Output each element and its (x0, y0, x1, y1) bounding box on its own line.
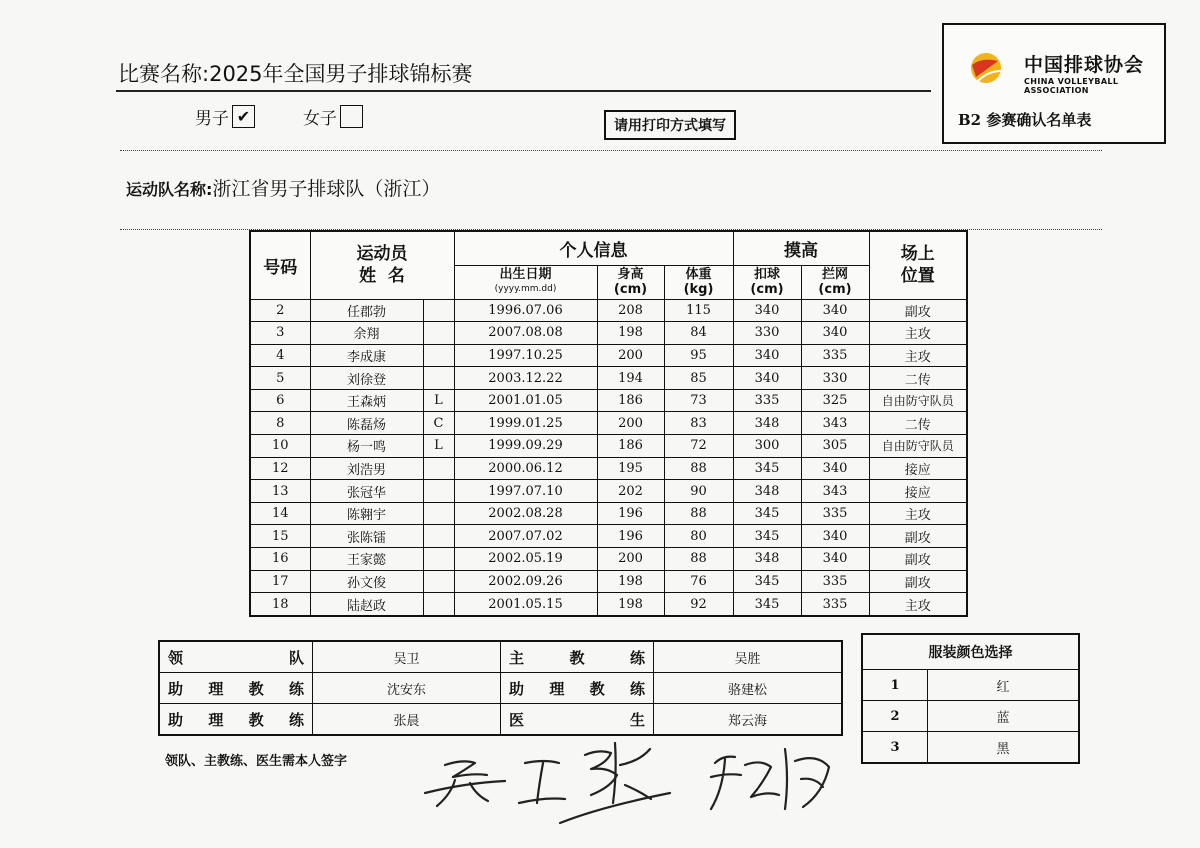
player-number: 13 (250, 480, 310, 503)
staff-role: 医生 (501, 704, 654, 736)
player-weight: 85 (664, 367, 733, 390)
staff-role: 助理教练 (159, 673, 313, 704)
staff-name: 骆建松 (654, 673, 843, 704)
player-name: 杨一鸣 (310, 435, 423, 458)
competition-line (118, 58, 473, 88)
player-spike-reach: 348 (733, 412, 801, 435)
staff-name: 郑云海 (654, 704, 843, 736)
player-height: 208 (597, 299, 664, 322)
player-weight: 73 (664, 389, 733, 412)
player-number: 10 (250, 435, 310, 458)
header-position-line1: 场上 (900, 244, 935, 265)
header-block-label: 拦网 (821, 267, 848, 282)
staff-role: 助理教练 (159, 704, 313, 736)
player-spike-reach: 340 (733, 344, 801, 367)
uniform-option (862, 670, 1079, 701)
table-row (250, 457, 967, 480)
staff-name: 吴胜 (654, 641, 843, 673)
player-name: 陆赵政 (310, 593, 423, 616)
header-birth-format: (yyyy.mm.dd) (494, 284, 557, 294)
player-weight: 115 (664, 299, 733, 322)
player-flag: L (423, 435, 454, 458)
player-spike-reach: 345 (733, 593, 801, 616)
player-number: 2 (250, 299, 310, 322)
player-block-reach: 343 (801, 480, 869, 503)
gender-male-checkbox[interactable]: ✔ (232, 105, 255, 128)
player-spike-reach: 345 (733, 525, 801, 548)
header-athlete-line1: 运动员 (356, 244, 408, 265)
player-height: 202 (597, 480, 664, 503)
player-birth-date: 1997.07.10 (454, 480, 597, 503)
player-name: 陈磊炀 (310, 412, 423, 435)
player-weight: 92 (664, 593, 733, 616)
player-birth-date: 2002.09.26 (454, 570, 597, 593)
table-row (250, 525, 967, 548)
player-birth-date: 2002.08.28 (454, 502, 597, 525)
roster-body (250, 299, 967, 616)
staff-name: 吴卫 (313, 641, 501, 673)
player-weight: 72 (664, 435, 733, 458)
player-spike-reach: 345 (733, 570, 801, 593)
header-spike (733, 265, 801, 299)
player-height: 196 (597, 502, 664, 525)
form-title: B2 参赛确认名单表 (958, 111, 1092, 129)
competition-underline (116, 90, 931, 92)
team-name: 浙江省男子排球队（浙江） (212, 178, 441, 200)
handwritten-signatures (415, 735, 875, 830)
player-birth-date: 2000.06.12 (454, 457, 597, 480)
player-position: 二传 (869, 367, 967, 390)
staff-role: 主教练 (501, 641, 654, 673)
uniform-option (862, 701, 1079, 732)
header-position (869, 231, 967, 299)
player-weight: 90 (664, 480, 733, 503)
gender-selection (195, 104, 363, 129)
player-name: 刘浩男 (310, 457, 423, 480)
divider-dotted-1 (120, 150, 1102, 151)
player-number: 15 (250, 525, 310, 548)
header-birth-label: 出生日期 (499, 267, 552, 282)
player-name: 孙文俊 (310, 570, 423, 593)
team-label: 运动队名称: (126, 180, 213, 199)
header-height (597, 265, 664, 299)
player-weight: 88 (664, 548, 733, 571)
player-position: 主攻 (869, 593, 967, 616)
header-height-unit: (cm) (613, 282, 648, 297)
player-block-reach: 340 (801, 322, 869, 345)
uniform-body (862, 670, 1079, 764)
table-row (250, 480, 967, 503)
header-position-line2: 位置 (900, 266, 935, 287)
player-birth-date: 2002.05.19 (454, 548, 597, 571)
player-birth-date: 1996.07.06 (454, 299, 597, 322)
competition-name: 2025年全国男子排球锦标赛 (209, 62, 473, 86)
player-block-reach: 335 (801, 593, 869, 616)
player-position: 主攻 (869, 322, 967, 345)
logo-name-en: CHINA VOLLEYBALL ASSOCIATION (1024, 77, 1119, 95)
staff-row (159, 704, 842, 736)
staff-role: 领队 (159, 641, 313, 673)
player-spike-reach: 335 (733, 389, 801, 412)
player-weight: 84 (664, 322, 733, 345)
player-name: 余翔 (310, 322, 423, 345)
staff-table (158, 640, 843, 736)
player-height: 196 (597, 525, 664, 548)
player-flag (423, 457, 454, 480)
player-weight: 88 (664, 502, 733, 525)
player-name: 张陈镭 (310, 525, 423, 548)
player-height: 200 (597, 412, 664, 435)
player-number: 8 (250, 412, 310, 435)
table-row (250, 435, 967, 458)
table-row (250, 299, 967, 322)
table-row (250, 322, 967, 345)
header-block-unit: (cm) (818, 282, 852, 297)
player-position: 主攻 (869, 344, 967, 367)
player-height: 186 (597, 389, 664, 412)
header-height-label: 身高 (617, 267, 644, 282)
gender-male-label: 男子 (195, 109, 229, 129)
player-spike-reach: 340 (733, 367, 801, 390)
header-number: 号码 (250, 231, 310, 299)
player-weight: 76 (664, 570, 733, 593)
player-flag (423, 322, 454, 345)
player-block-reach: 335 (801, 344, 869, 367)
player-position: 自由防守队员 (869, 435, 967, 458)
player-weight: 80 (664, 525, 733, 548)
logo-name-cn: 中国排球协会 (1024, 54, 1145, 76)
player-block-reach: 305 (801, 435, 869, 458)
player-block-reach: 343 (801, 412, 869, 435)
signature-note: 领队、主教练、医生需本人签字 (165, 754, 348, 769)
header-athlete (310, 231, 454, 299)
player-position: 副攻 (869, 570, 967, 593)
print-note: 请用打印方式填写 (604, 110, 736, 140)
player-birth-date: 2001.05.15 (454, 593, 597, 616)
gender-female-checkbox[interactable] (340, 105, 363, 128)
player-block-reach: 340 (801, 525, 869, 548)
table-row (250, 389, 967, 412)
staff-row (159, 641, 842, 673)
player-birth-date: 2007.08.08 (454, 322, 597, 345)
player-spike-reach: 340 (733, 299, 801, 322)
player-block-reach: 335 (801, 570, 869, 593)
player-number: 3 (250, 322, 310, 345)
player-height: 200 (597, 548, 664, 571)
player-name: 王家懿 (310, 548, 423, 571)
player-block-reach: 340 (801, 457, 869, 480)
player-height: 198 (597, 593, 664, 616)
player-name: 陈翱宇 (310, 502, 423, 525)
player-spike-reach: 345 (733, 502, 801, 525)
staff-name: 张晨 (313, 704, 501, 736)
player-position: 副攻 (869, 525, 967, 548)
player-block-reach: 340 (801, 299, 869, 322)
header-block (801, 265, 869, 299)
player-height: 198 (597, 322, 664, 345)
table-row (250, 593, 967, 616)
player-flag (423, 570, 454, 593)
staff-row (159, 673, 842, 704)
player-block-reach: 335 (801, 502, 869, 525)
header-spike-unit: (cm) (750, 282, 784, 297)
player-block-reach: 325 (801, 389, 869, 412)
player-number: 6 (250, 389, 310, 412)
uniform-option-index: 3 (862, 732, 928, 764)
player-flag (423, 525, 454, 548)
uniform-title: 服装颜色选择 (862, 634, 1079, 670)
player-birth-date: 1999.09.29 (454, 435, 597, 458)
player-flag (423, 367, 454, 390)
player-flag (423, 299, 454, 322)
player-height: 200 (597, 344, 664, 367)
table-row (250, 570, 967, 593)
uniform-option-color: 蓝 (928, 701, 1080, 732)
uniform-option-index: 1 (862, 670, 928, 701)
player-spike-reach: 300 (733, 435, 801, 458)
staff-name: 沈安东 (313, 673, 501, 704)
header-weight-label: 体重 (685, 267, 712, 282)
player-birth-date: 1997.10.25 (454, 344, 597, 367)
uniform-option (862, 732, 1079, 764)
player-position: 接应 (869, 480, 967, 503)
staff-role: 助理教练 (501, 673, 654, 704)
table-row (250, 412, 967, 435)
player-name: 李成康 (310, 344, 423, 367)
player-spike-reach: 348 (733, 480, 801, 503)
player-birth-date: 1999.01.25 (454, 412, 597, 435)
table-row (250, 548, 967, 571)
player-name: 王森炳 (310, 389, 423, 412)
volleyball-logo-icon (968, 51, 1004, 85)
header-weight (664, 265, 733, 299)
player-flag: C (423, 412, 454, 435)
header-weight-unit: (kg) (683, 282, 714, 297)
player-flag (423, 502, 454, 525)
table-row (250, 344, 967, 367)
player-birth-date: 2007.07.02 (454, 525, 597, 548)
player-number: 5 (250, 367, 310, 390)
player-block-reach: 330 (801, 367, 869, 390)
player-position: 主攻 (869, 502, 967, 525)
player-position: 自由防守队员 (869, 389, 967, 412)
player-height: 198 (597, 570, 664, 593)
player-number: 16 (250, 548, 310, 571)
player-flag: L (423, 389, 454, 412)
player-number: 18 (250, 593, 310, 616)
player-height: 194 (597, 367, 664, 390)
player-flag (423, 480, 454, 503)
gender-female-label: 女子 (303, 109, 337, 129)
player-number: 17 (250, 570, 310, 593)
uniform-option-index: 2 (862, 701, 928, 732)
team-line (126, 174, 440, 201)
player-height: 195 (597, 457, 664, 480)
staff-body (159, 641, 842, 735)
player-weight: 95 (664, 344, 733, 367)
uniform-option-color: 黑 (928, 732, 1080, 764)
header-reach: 摸高 (733, 231, 869, 265)
header-athlete-line2: 姓 名 (359, 266, 405, 287)
roster-table (249, 230, 968, 617)
player-position: 副攻 (869, 299, 967, 322)
header-birth (454, 265, 597, 299)
player-position: 二传 (869, 412, 967, 435)
header-spike-label: 扣球 (753, 267, 780, 282)
competition-label: 比赛名称: (118, 62, 210, 86)
player-spike-reach: 330 (733, 322, 801, 345)
player-weight: 83 (664, 412, 733, 435)
player-name: 张冠华 (310, 480, 423, 503)
logo-box (942, 23, 1166, 144)
player-block-reach: 340 (801, 548, 869, 571)
player-position: 接应 (869, 457, 967, 480)
player-flag (423, 548, 454, 571)
player-birth-date: 2001.01.05 (454, 389, 597, 412)
uniform-option-color: 红 (928, 670, 1080, 701)
player-position: 副攻 (869, 548, 967, 571)
uniform-color-table (861, 633, 1080, 764)
player-height: 186 (597, 435, 664, 458)
header-personal-info: 个人信息 (454, 231, 733, 265)
player-spike-reach: 345 (733, 457, 801, 480)
player-name: 刘徐登 (310, 367, 423, 390)
table-row (250, 367, 967, 390)
player-number: 14 (250, 502, 310, 525)
player-spike-reach: 348 (733, 548, 801, 571)
table-row (250, 502, 967, 525)
player-weight: 88 (664, 457, 733, 480)
player-number: 4 (250, 344, 310, 367)
player-birth-date: 2003.12.22 (454, 367, 597, 390)
player-flag (423, 593, 454, 616)
player-number: 12 (250, 457, 310, 480)
player-flag (423, 344, 454, 367)
player-name: 任郡勃 (310, 299, 423, 322)
